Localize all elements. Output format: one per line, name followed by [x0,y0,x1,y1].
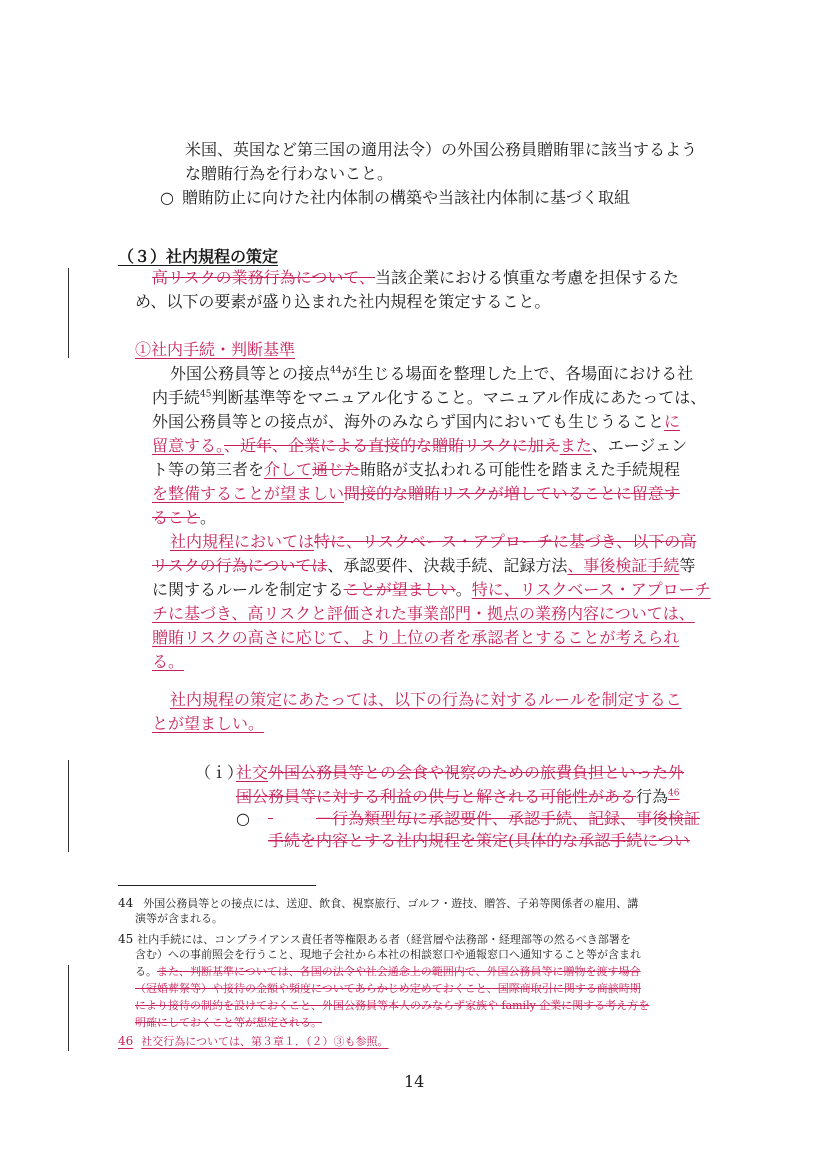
change-bar [68,965,69,1051]
item-line-1: 社交外国公務員等との会食や視察のための旅費負担といった外 [236,763,685,782]
body-line-4: 留意する。、近年、企業による直接的な贈賄リスクに加えまた、エージェン [152,436,688,455]
body-line-7: ること。 [152,508,217,527]
intro-line-1: 米国、英国など第三国の適用法令）の外国公務員贈賄罪に該当するよう [185,140,698,159]
section-para-line-2: め、以下の要素が盛り込まれた社内規程を策定すること。 [135,292,551,311]
body-line-8: 社内規程においては特に、リスクベース・アプローチに基づき、以下の高 [170,532,697,551]
body-line-12: 贈賄リスクの高さに応じて、より上位の者を承認者とすることが考えられ [152,628,680,647]
body-line-2: 内手続$^{45}$判断基準等をマニュアル化すること。マニュアル作成にあたっては、 [152,388,707,407]
intro-bullet [160,188,630,208]
body-line-6: を整備することが望ましい間接的な贈賄リスクが増していることに留意す [152,484,680,503]
item-line-2: 国公務員等に対する利益の供与と解される可能性がある行為$^{46}$ [236,787,680,806]
footnote-45-line-6: 明確にしておくこと等が想定される。 [135,1016,322,1029]
footnote-44-cont: 演等が含まれる。 [135,912,223,925]
footnote-45-line-4: （冠婚葬祭等）や接待の金額や頻度についてあらかじめ定めておくこと、国際商取引に関する商談時期 [135,982,641,995]
body-line-11: チに基づき、高リスクと評価された事業部門・拠点の業務内容については、 [152,604,695,623]
footnote-45-line-2: 含む）への事前照会を行うこと、現地子会社から本社の相談窓口や通報窓口へ通知すること等が含まれ [135,948,641,961]
item-label: （ｉ） [195,763,244,782]
footnote-separator [118,885,316,886]
page-number: 14 [404,1072,425,1091]
bullet-mark: ○ [160,188,174,207]
section-para-line-1: 高リスクの業務行為について、当該企業における慎重な考慮を担保するた [152,268,680,287]
body-line-15: とが望ましい。 [152,714,265,733]
item-line-3: －行為類型毎に承認要件、承認手続、記録、事後検証 [316,809,701,828]
footnote-44: 44 外国公務員等との接点には、送迎、飲食、視察旅行、ゴルフ・遊技、贈答、子弟等関係者の雇用、講 [118,896,639,910]
bullet-text: 贈賄防止に向けた社内体制の構築や当該社内体制に基づく取組 [181,188,630,207]
body-line-5: ト等の第三者を介して通じた賄賂が支払われる可能性を踏まえた手続規程 [152,460,681,479]
item-bullet-mark: ○ [236,809,250,828]
change-bar [68,760,69,852]
subsection-heading: ①社内手続・判断基準 [135,340,296,359]
body-line-1: 外国公務員等との接点$^{44}$が生じる場面を整理した上で、各場面における社 [170,364,694,383]
section-heading: （３）社内規程の策定 [118,247,279,266]
body-line-9: リスクの行為については、承認要件、決裁手続、記録方法、事後検証手続等 [152,556,696,575]
footnote-45-line-5: により接待の制約を設けておくこと、外国公務員等本人のみならず家族や family 企業に関する考え方を [135,999,650,1012]
footnote-45-line-3: る。また、判断基準については、各国の法令や社会通念上の範囲内で、外国公務員等に贈物を渡す場合 [135,965,641,978]
body-line-13: る。 [152,652,185,671]
body-line-10: に関するルールを制定することが望ましい。特に、リスクベース・アプローチ [152,580,711,599]
footnote-45: 45 社内手続には、コンプライアンス責任者等権限ある者（経営層や法務部・経理部等の然るべき部署を [118,932,631,946]
body-line-3: 外国公務員等との接点が、海外のみならず国内においても生じうることに [152,412,681,431]
item-line-4: 手続を内容とする社内規程を策定(具体的な承認手続につい [268,831,690,850]
body-line-14: 社内規程の策定にあたっては、以下の行為に対するルールを制定するこ [170,690,682,709]
footnote-46: 46 社交行為については、第３章１．（２）③も参照。 [118,1034,389,1048]
intro-line-2: な贈賄行為を行わないこと。 [185,164,394,183]
change-bar [68,268,69,358]
